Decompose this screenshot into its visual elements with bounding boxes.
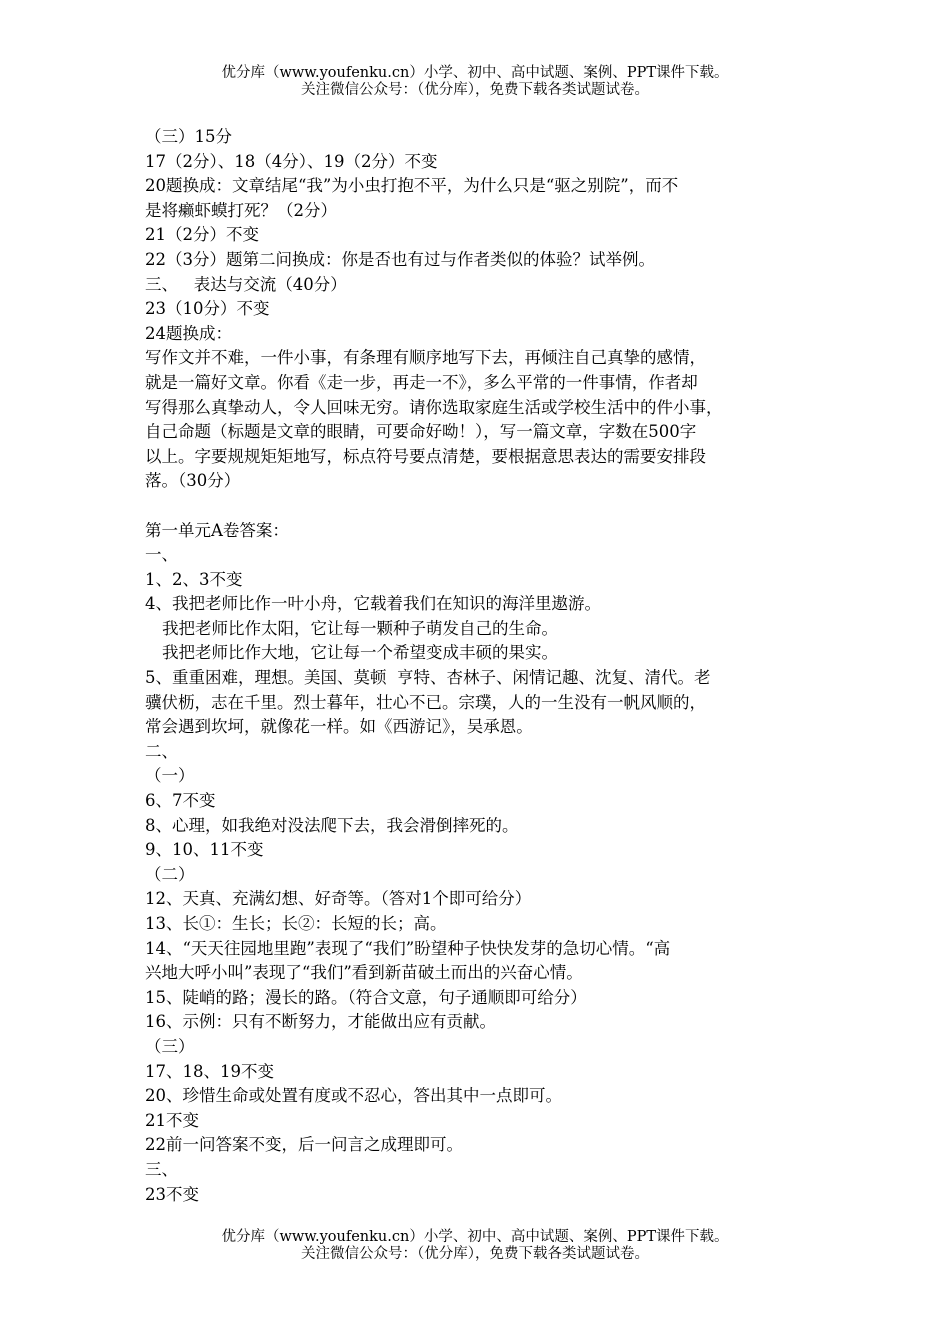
section-heading: 三、 表达与交流（40分） xyxy=(145,274,347,294)
header-line: 关注微信公众号：（优分库），免费下载各类试题试卷。 xyxy=(301,82,649,98)
text-line: 20、珍惜生命或处置有度或不忍心，答出其中一点即可。 xyxy=(145,1086,562,1106)
page-header xyxy=(0,65,950,99)
subsection-heading: （三） xyxy=(145,1036,195,1056)
answer-key-title: 第一单元A卷答案： xyxy=(145,520,289,540)
text-line: 我把老师比作太阳，它让每一颗种子萌发自己的生命。 xyxy=(162,618,558,638)
text-line: 6、7不变 xyxy=(145,791,216,811)
text-line: 14、“天天往园地里跑”表现了“我们”盼望种子快快发芽的急切心情。“高 xyxy=(145,938,671,958)
text-line: 4、我把老师比作一叶小舟，它载着我们在知识的海洋里遨游。 xyxy=(145,594,601,614)
text-line: 20题换成：文章结尾“我”为小虫打抱不平，为什么只是“驱之别院”，而不 xyxy=(145,176,679,196)
text-line: 23（10分）不变 xyxy=(145,299,270,319)
text-line: 21不变 xyxy=(145,1110,199,1130)
subsection-heading: （一） xyxy=(145,766,195,786)
text-line: 22（3分）题第二问换成：你是否也有过与作者类似的体验？试举例。 xyxy=(145,249,655,269)
text-line: 5、重重困难，理想。美国、莫顿 亨特、杏林子、闲情记趣、沈复、清代。老 xyxy=(145,668,711,688)
text-line: 17、18、19不变 xyxy=(145,1061,274,1081)
text-line: （三）15分 xyxy=(145,127,232,146)
page-footer xyxy=(0,1229,950,1263)
text-line: 12、天真、充满幻想、好奇等。（答对1个即可给分） xyxy=(145,889,532,909)
text-line: 21（2分）不变 xyxy=(145,225,259,245)
text-line: 就是一篇好文章。你看《走一步，再走一不》，多么平常的一件事情，作者却 xyxy=(145,372,698,392)
text-line: 骥伏枥，志在千里。烈士暮年，壮心不已。宗璞，人的一生没有一帆风顺的， xyxy=(145,692,706,712)
section-heading: 二、 xyxy=(145,741,178,761)
text-line: 15、陡峭的路；漫长的路。（符合文意，句子通顺即可给分） xyxy=(145,987,587,1007)
text-line: 16、示例：只有不断努力，才能做出应有贡献。 xyxy=(145,1012,496,1032)
text-line: 24题换成： xyxy=(145,323,232,343)
text-line: 自己命题（标题是文章的眼睛，可要命好呦！），写一篇文章，字数在500字 xyxy=(145,422,697,442)
text-line: 17（2分）、18（4分）、19（2分）不变 xyxy=(145,151,438,171)
header-line: 优分库（www.youfenku.cn）小学、初中、高中试题、案例、PPT课件下载。 xyxy=(221,65,729,81)
text-line: 兴地大呼小叫”表现了“我们”看到新苗破土而出的兴奋心情。 xyxy=(145,963,583,983)
text-line: 8、心理，如我绝对没法爬下去，我会滑倒摔死的。 xyxy=(145,815,519,835)
text-line: 1、2、3不变 xyxy=(145,569,243,589)
text-line: 23不变 xyxy=(145,1184,199,1204)
document-body xyxy=(145,125,825,1207)
text-line: 13、长①：生长；长②：长短的长；高。 xyxy=(145,914,447,933)
text-line: 是将癞虾蟆打死？（2分） xyxy=(145,200,337,220)
footer-line: 优分库（www.youfenku.cn）小学、初中、高中试题、案例、PPT课件下载。 xyxy=(221,1229,729,1245)
text-line: 我把老师比作大地，它让每一个希望变成丰硕的果实。 xyxy=(162,643,558,663)
text-line: 写得那么真挚动人，令人回味无穷。请你选取家庭生活或学校生活中的件小事， xyxy=(145,397,723,417)
blank-line xyxy=(145,494,825,519)
text-line: 落。（30分） xyxy=(145,471,241,491)
text-line: 22前一问答案不变，后一问言之成理即可。 xyxy=(145,1135,463,1155)
section-heading: 一、 xyxy=(145,545,178,565)
footer-line: 关注微信公众号：（优分库），免费下载各类试题试卷。 xyxy=(301,1246,649,1262)
text-line: 9、10、11不变 xyxy=(145,840,264,860)
text-line: 常会遇到坎坷，就像花一样。如《西游记》，吴承恩。 xyxy=(145,717,533,737)
subsection-heading: （二） xyxy=(145,864,195,884)
text-line: 写作文并不难，一件小事，有条理有顺序地写下去，再倾注自己真挚的感情， xyxy=(145,348,706,368)
text-line: 以上。字要规规矩矩地写，标点符号要点清楚，要根据意思表达的需要安排段 xyxy=(145,446,706,466)
section-heading: 三、 xyxy=(145,1159,178,1179)
